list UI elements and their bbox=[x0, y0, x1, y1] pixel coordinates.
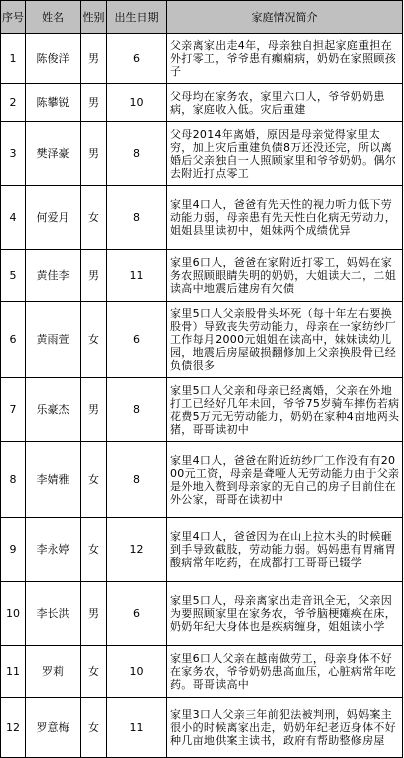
cell-name: 罗莉 bbox=[26, 646, 81, 698]
cell-family: 家里6口人，爸爸在家附近打零工，妈妈在家务农照顾眼睛失明的奶奶，大姐读大二，二姐读高中地震后建房有欠债 bbox=[167, 250, 403, 302]
cell-gender: 男 bbox=[81, 250, 107, 302]
header-birth: 出生日期 bbox=[107, 1, 167, 34]
cell-birth: 6 bbox=[107, 302, 167, 378]
table-row bbox=[1, 378, 403, 442]
cell-gender: 男 bbox=[81, 84, 107, 122]
cell-gender: 女 bbox=[81, 698, 107, 758]
cell-index: 6 bbox=[1, 302, 26, 378]
cell-gender: 男 bbox=[81, 378, 107, 442]
cell-name: 何爱月 bbox=[26, 186, 81, 250]
cell-name: 陈俊洋 bbox=[26, 34, 81, 84]
cell-name: 罗意梅 bbox=[26, 698, 81, 758]
cell-family: 父母均在家务农，家里六口人，爷爷奶奶患病，家庭收入低。灾后重建 bbox=[167, 84, 403, 122]
cell-gender: 女 bbox=[81, 646, 107, 698]
cell-name: 陈攀锐 bbox=[26, 84, 81, 122]
cell-family: 父亲离家出走4年，母亲独自担起家庭重担在外打零工，爷爷患有癫痫病，奶奶在家照顾孩子 bbox=[167, 34, 403, 84]
cell-index: 10 bbox=[1, 582, 26, 646]
table-row bbox=[1, 442, 403, 518]
cell-family: 家里4口人，爸爸在附近纺纱厂工作没有有2000元工资，母亲是聋哑人无劳动能力由于父亲是外地入赘到母亲家的无自己的房子目前住在外公家，哥哥在读初中 bbox=[167, 442, 403, 518]
header-row bbox=[1, 1, 403, 34]
header-index: 序号 bbox=[1, 1, 26, 34]
cell-family: 家里5口人，母亲离家出走音讯全无，父亲因为要照顾家里在家务农，爷爷脑梗瘫痪在床，奶奶年纪大身体也是疾病缠身，姐姐读小学 bbox=[167, 582, 403, 646]
cell-family: 家里5口人父亲和母亲已经离婚，父亲在外地打工已经好几年未回，爷爷75岁骑车摔伤若病花费5万元无劳动能力，奶奶在家种4亩地两头猪，哥哥读初中 bbox=[167, 378, 403, 442]
table-row bbox=[1, 250, 403, 302]
cell-gender: 男 bbox=[81, 34, 107, 84]
cell-birth: 12 bbox=[107, 518, 167, 582]
header-name: 姓名 bbox=[26, 1, 81, 34]
cell-index: 4 bbox=[1, 186, 26, 250]
cell-birth: 6 bbox=[107, 582, 167, 646]
cell-name: 李婧雅 bbox=[26, 442, 81, 518]
cell-gender: 女 bbox=[81, 442, 107, 518]
table-row bbox=[1, 186, 403, 250]
cell-birth: 10 bbox=[107, 646, 167, 698]
cell-name: 李长洪 bbox=[26, 582, 81, 646]
cell-name: 樊泽豪 bbox=[26, 122, 81, 186]
table-row bbox=[1, 84, 403, 122]
cell-gender: 女 bbox=[81, 518, 107, 582]
cell-family: 家里6口人父亲在越南做劳工，母亲身体不好在家务农，爷爷奶奶患高血压，心脏病常年吃药。哥哥读高中 bbox=[167, 646, 403, 698]
cell-birth: 10 bbox=[107, 84, 167, 122]
cell-family: 家里5口人父亲股骨头坏死（每十年左右要换股骨）导致丧失劳动能力，母亲在一家纺纱厂工作每月2000元姐姐在读高中，妹妹读幼儿园，地震后房屋破损翻修加上父亲换股骨已经负债很多 bbox=[167, 302, 403, 378]
cell-name: 黄佳李 bbox=[26, 250, 81, 302]
header-family: 家庭情况简介 bbox=[167, 1, 403, 34]
cell-birth: 8 bbox=[107, 378, 167, 442]
cell-birth: 11 bbox=[107, 250, 167, 302]
cell-gender: 男 bbox=[81, 122, 107, 186]
cell-gender: 男 bbox=[81, 582, 107, 646]
cell-index: 11 bbox=[1, 646, 26, 698]
cell-index: 8 bbox=[1, 442, 26, 518]
cell-family: 家里4口人，爸爸有先天性的视力听力低下劳动能力弱，母亲患有先天性白化病无劳动力，姐姐县里读初中，姐妹两个成绩优异 bbox=[167, 186, 403, 250]
table-row bbox=[1, 646, 403, 698]
cell-birth: 8 bbox=[107, 122, 167, 186]
table-row bbox=[1, 698, 403, 758]
cell-birth: 11 bbox=[107, 698, 167, 758]
table-row bbox=[1, 518, 403, 582]
cell-index: 5 bbox=[1, 250, 26, 302]
cell-family: 家里4口人，爸爸因为在山上拉木头的时候砸到手导致截肢，劳动能力弱。妈妈患有胃痛胃酸病常年吃药，在成都打工哥哥已辍学 bbox=[167, 518, 403, 582]
cell-index: 3 bbox=[1, 122, 26, 186]
cell-index: 2 bbox=[1, 84, 26, 122]
cell-birth: 6 bbox=[107, 34, 167, 84]
cell-gender: 女 bbox=[81, 302, 107, 378]
cell-family: 家里3口人父亲三年前犯法被判刑，妈妈案主很小的时候离家出走，奶奶年纪老迈身体不好种几亩地供案主读书，政府有帮助整修房屋 bbox=[167, 698, 403, 758]
cell-index: 1 bbox=[1, 34, 26, 84]
cell-index: 12 bbox=[1, 698, 26, 758]
cell-birth: 8 bbox=[107, 186, 167, 250]
table-row bbox=[1, 582, 403, 646]
table-row bbox=[1, 34, 403, 84]
table-row bbox=[1, 122, 403, 186]
cell-gender: 女 bbox=[81, 186, 107, 250]
cell-index: 9 bbox=[1, 518, 26, 582]
cell-birth: 8 bbox=[107, 442, 167, 518]
cell-name: 乐豪杰 bbox=[26, 378, 81, 442]
cell-name: 李永婷 bbox=[26, 518, 81, 582]
cell-family: 父母2014年离婚，原因是母亲觉得家里太穷，加上灾后重建负债8万还没还完，所以离婚后父亲独自一人照顾家里和爷爷奶奶。偶尔去附近打点零工 bbox=[167, 122, 403, 186]
cell-index: 7 bbox=[1, 378, 26, 442]
cell-name: 黄雨萱 bbox=[26, 302, 81, 378]
header-gender: 性别 bbox=[81, 1, 107, 34]
table-row bbox=[1, 302, 403, 378]
